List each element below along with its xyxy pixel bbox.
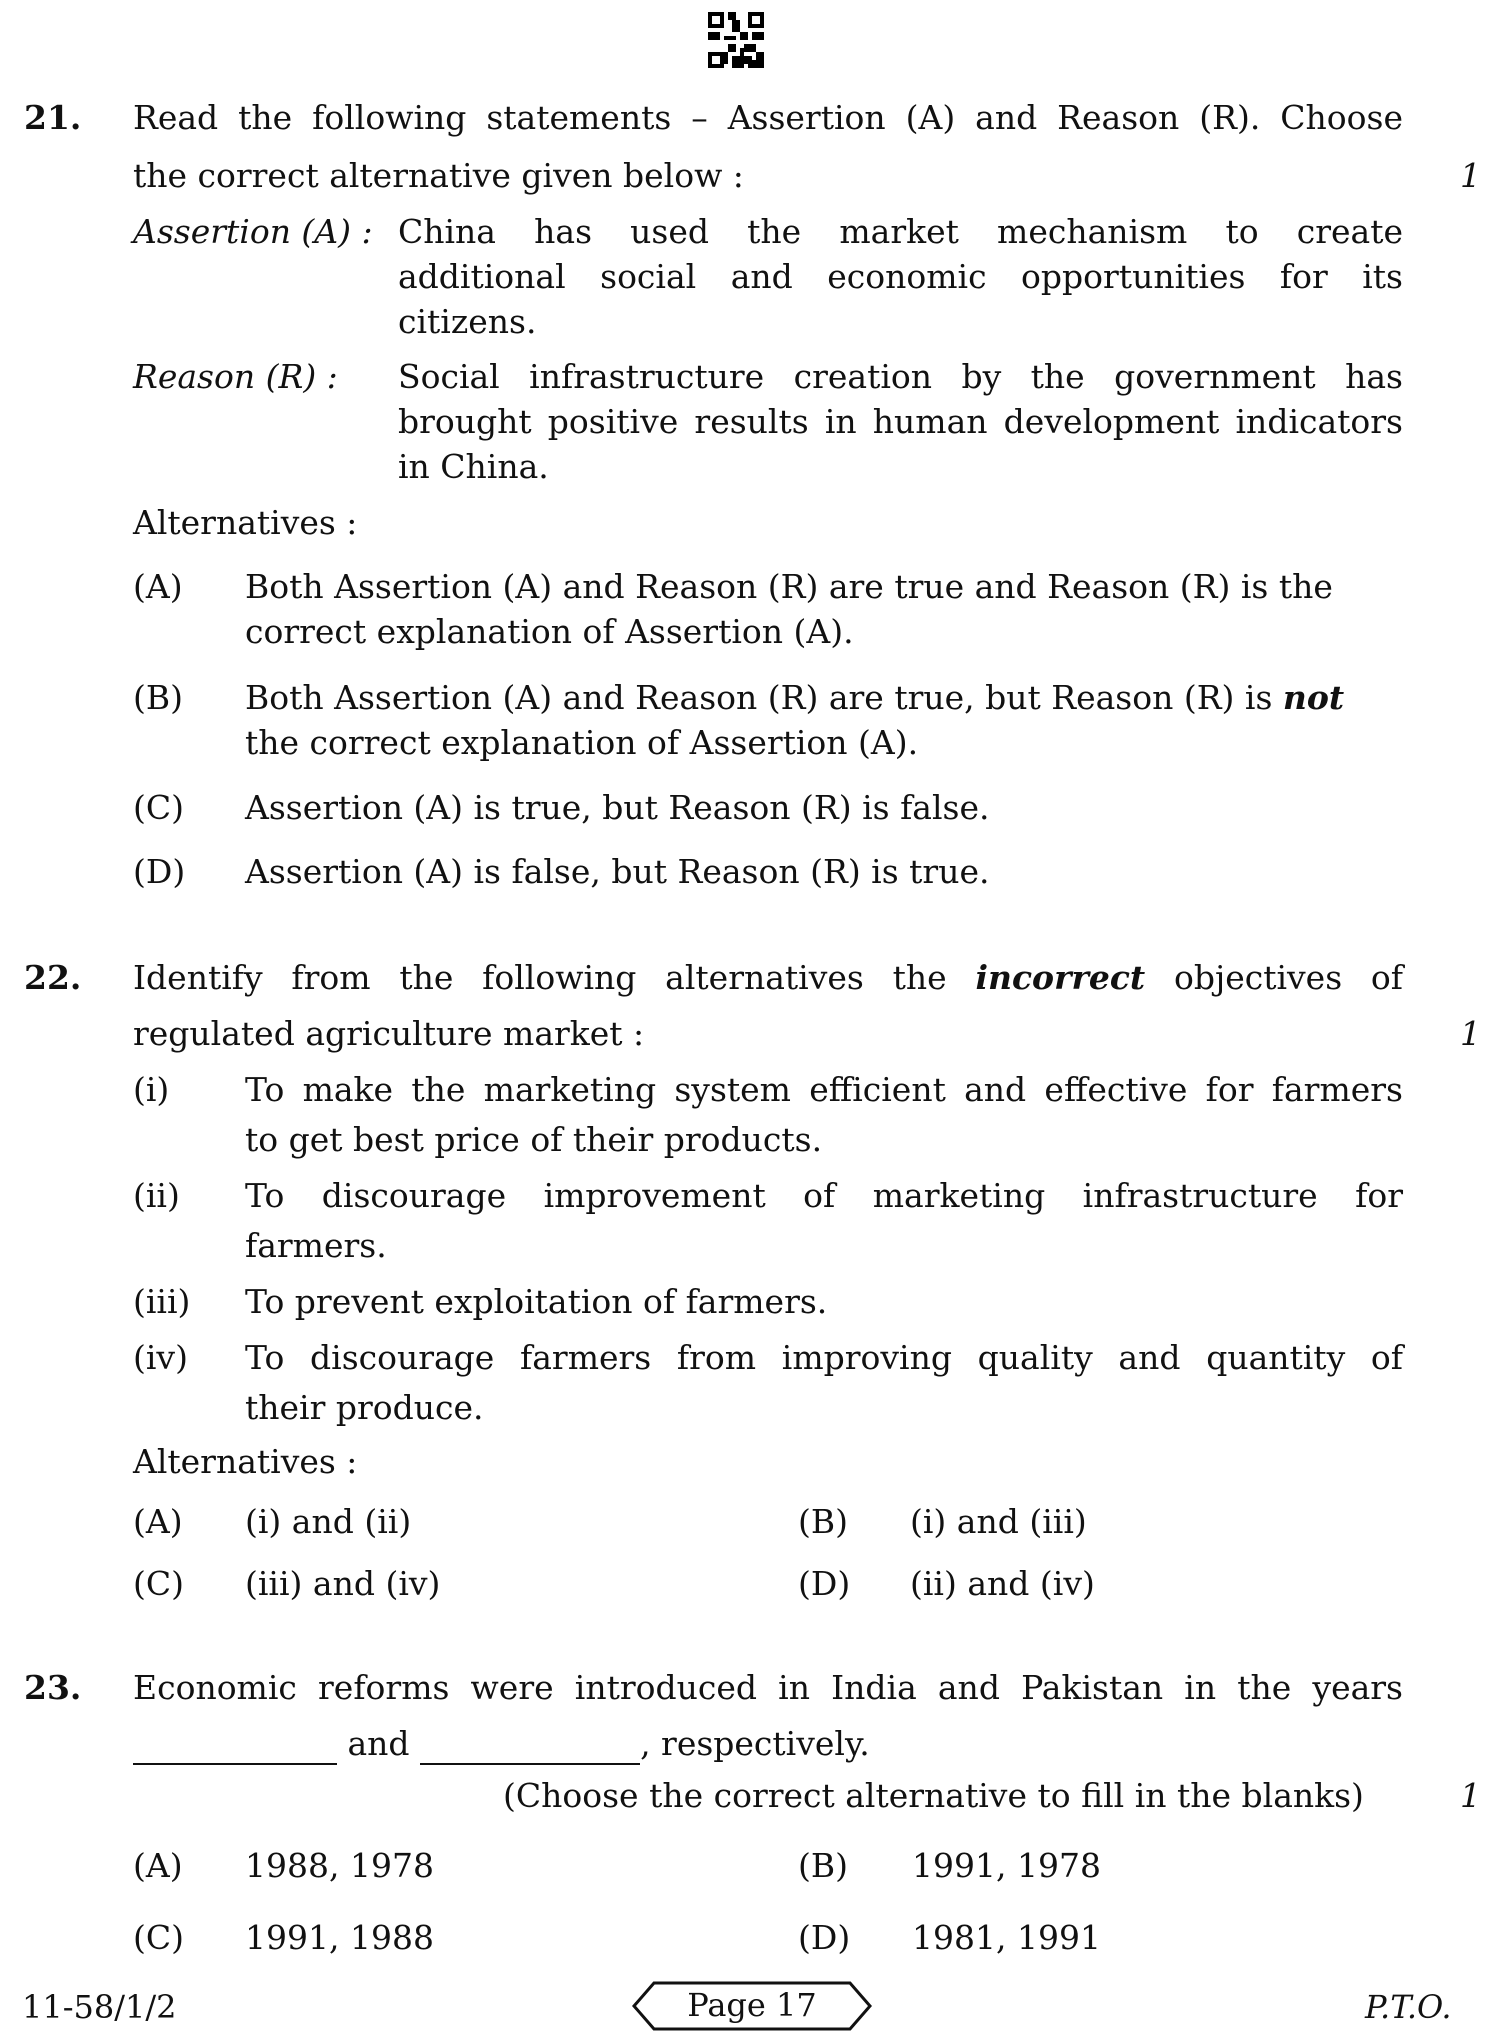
reason-text: brought positive results in human development indicators xyxy=(398,402,1403,441)
alternatives-label: Alternatives : xyxy=(133,503,358,542)
option-label[interactable]: (B) xyxy=(798,1846,848,1885)
option-b-text[interactable]: (i) and (iii) xyxy=(910,1502,1087,1541)
option-d-text[interactable]: (ii) and (iv) xyxy=(910,1564,1095,1603)
option-label[interactable]: (A) xyxy=(133,567,183,606)
option-c-text[interactable]: 1991, 1988 xyxy=(245,1918,434,1957)
emphasis-incorrect: incorrect xyxy=(975,958,1146,997)
option-b-text[interactable]: 1991, 1978 xyxy=(912,1846,1101,1885)
question-stem-blanks xyxy=(133,1724,870,1765)
option-b-text[interactable]: the correct explanation of Assertion (A). xyxy=(245,723,919,762)
option-label[interactable]: (D) xyxy=(798,1564,851,1603)
option-b-text-part: Both Assertion (A) and Reason (R) are true, but Reason (R) is xyxy=(245,678,1283,717)
option-label[interactable]: (D) xyxy=(798,1918,851,1957)
option-label[interactable]: (C) xyxy=(133,788,184,827)
option-c-text[interactable]: Assertion (A) is true, but Reason (R) is false. xyxy=(245,788,990,827)
reason-text: Social infrastructure creation by the government has xyxy=(398,357,1403,396)
reason-label: Reason (R) : xyxy=(133,357,338,396)
item-label: (i) xyxy=(133,1070,170,1109)
page-number: Page 17 xyxy=(687,1986,817,2024)
stem-end: , respectively. xyxy=(640,1724,870,1763)
option-label[interactable]: (A) xyxy=(133,1502,183,1541)
question-stem xyxy=(133,958,1403,997)
option-a-text[interactable]: 1988, 1978 xyxy=(245,1846,434,1885)
question-number: 23. xyxy=(24,1668,82,1707)
option-label[interactable]: (C) xyxy=(133,1564,184,1603)
question-number: 21. xyxy=(24,98,82,137)
option-c-text[interactable]: (iii) and (iv) xyxy=(245,1564,441,1603)
item-text: to get best price of their products. xyxy=(245,1120,823,1159)
option-label[interactable]: (D) xyxy=(133,852,186,891)
item-label: (iii) xyxy=(133,1282,191,1321)
reason-text: in China. xyxy=(398,447,549,486)
qr-code-icon xyxy=(708,12,764,68)
question-stem: Economic reforms were introduced in India and Pakistan in the years xyxy=(133,1668,1403,1707)
item-text: To discourage farmers from improving quality and quantity of xyxy=(245,1338,1403,1377)
option-a-text[interactable]: correct explanation of Assertion (A). xyxy=(245,612,854,651)
option-a-text[interactable]: Both Assertion (A) and Reason (R) are true and Reason (R) is the xyxy=(245,567,1333,606)
blank-2 xyxy=(420,1724,640,1765)
question-stem: Read the following statements – Assertion (A) and Reason (R). Choose xyxy=(133,98,1403,137)
stem-part: objectives of xyxy=(1145,958,1403,997)
option-label[interactable]: (B) xyxy=(798,1502,848,1541)
assertion-label: Assertion (A) : xyxy=(133,212,373,251)
item-text: To prevent exploitation of farmers. xyxy=(245,1282,828,1321)
marks: 1 xyxy=(1460,1014,1481,1053)
blank-1 xyxy=(133,1724,337,1765)
question-stem: regulated agriculture market : xyxy=(133,1014,645,1053)
instruction: (Choose the correct alternative to fill in the blanks) xyxy=(503,1776,1364,1815)
item-text: farmers. xyxy=(245,1226,387,1265)
pto-label: P.T.O. xyxy=(1365,1988,1452,2026)
marks: 1 xyxy=(1460,1776,1481,1815)
option-a-text[interactable]: (i) and (ii) xyxy=(245,1502,412,1541)
marks: 1 xyxy=(1460,156,1481,195)
item-text: To make the marketing system efficient and effective for farmers xyxy=(245,1070,1403,1109)
emphasis-not: not xyxy=(1282,678,1345,717)
option-label[interactable]: (B) xyxy=(133,678,183,717)
assertion-text: China has used the market mechanism to create xyxy=(398,212,1403,251)
stem-and: and xyxy=(347,1724,410,1763)
stem-part: Identify from the following alternatives the xyxy=(133,958,976,997)
item-label: (ii) xyxy=(133,1176,180,1215)
alternatives-label: Alternatives : xyxy=(133,1442,358,1481)
option-d-text[interactable]: 1981, 1991 xyxy=(912,1918,1101,1957)
assertion-text: additional social and economic opportunities for its xyxy=(398,257,1403,296)
item-label: (iv) xyxy=(133,1338,188,1377)
paper-code: 11-58/1/2 xyxy=(22,1988,177,2026)
assertion-text: citizens. xyxy=(398,302,537,341)
option-d-text[interactable]: Assertion (A) is false, but Reason (R) is true. xyxy=(245,852,990,891)
option-label[interactable]: (C) xyxy=(133,1918,184,1957)
item-text: their produce. xyxy=(245,1388,484,1427)
option-b-text[interactable] xyxy=(245,678,1344,717)
question-stem: the correct alternative given below : xyxy=(133,156,744,195)
option-label[interactable]: (A) xyxy=(133,1846,183,1885)
question-number: 22. xyxy=(24,958,82,997)
item-text: To discourage improvement of marketing infrastructure for xyxy=(245,1176,1403,1215)
page-number-badge xyxy=(632,1980,872,2032)
